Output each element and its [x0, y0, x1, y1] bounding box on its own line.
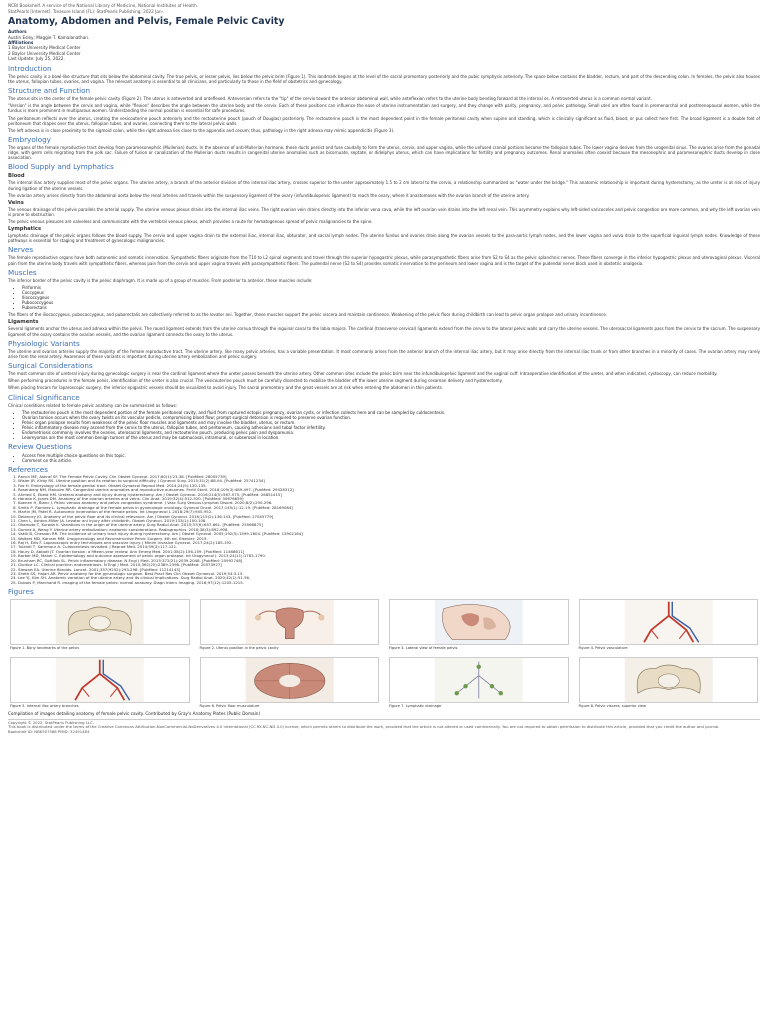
figure-item[interactable] [200, 657, 380, 708]
subsection-heading: Veins [8, 199, 24, 206]
reference-item[interactable]: 9. Martin JM, Patel R. Autonomic innervation of the female pelvis. Int Urogynecol J. 2018;29(7):945-952. [18, 510, 760, 514]
reference-item[interactable]: 25. Dubois P, Marchand R. Imaging of the female pelvis: normal anatomy. Diagn Interv Imaging. 2016;97(12):1205-1215. [18, 581, 760, 585]
list-item: • Coccygeus [22, 290, 760, 295]
reference-item[interactable]: 11. Chen L, Ashton-Miller JA. Levator ani injury after childbirth. Obstet Gynecol. 2019;133(1):100-108. [18, 519, 760, 523]
figure-caption: Figure 8. Pelvic viscera, superior view [578, 703, 647, 708]
paragraph: The pelvic venous plexuses are valveless and communicate with the vertebral venous plexus, which provides a route for hematogenous spread of pelvic malignancies to the spine. [8, 218, 373, 224]
affiliations-label: Affiliations [8, 40, 34, 45]
last-update: Last Update: July 25, 2022. [8, 56, 65, 62]
figure-item[interactable] [579, 657, 759, 708]
section-heading: Muscles [8, 267, 37, 277]
paragraph: When placing trocars for laparoscopic surgery, the inferior epigastric vessels should be visualized to avoid injury. The sacral promontory and the great vessels are at risk when entering the abdomen in thin patients. [8, 385, 443, 391]
figure-item[interactable] [10, 657, 190, 708]
reference-item[interactable]: 1. Ranch ME, Ashraf SF. The Female Pelvic Cavity. Clin Obstet Gynecol. 2017;60(1):23-38. [PubMed: 28005739] [18, 475, 760, 479]
article-title: Anatomy, Abdomen and Pelvis, Female Pelvic Cavity [8, 16, 285, 28]
paragraph: The inferior border of the pelvic cavity is the pelvic diaphragm. It is made up of a group of muscles. From posterior to anterior, these muscles include: [8, 277, 313, 283]
paragraph: The female reproductive organs have both autonomic and somatic innervation. Sympathetic fibers originate from the T10 to L2 spinal segments and travel through the superior hypogastric plexus, while parasympathetic fibers arise from S2 to S4 as the pelvic splanchnic nerves. These fibers converge in the inferior hypogastric plexus and uterovaginal plexus. Visceral pain from the uterine body travels with sympathetic fibers, whereas pain from the cervix and upper vagina travels with parasympathetic fibers. The pudendal nerve (S2 to S4) provides somatic innervation to the perineum and lower vagina and is the target of the pudendal nerve block used in obstetric analgesia. [8, 255, 760, 266]
list-item: • Pelvic organ prolapse results from weakness of the pelvic floor muscles and ligaments and may involve the bladder, uterus, or rectum. [22, 420, 760, 425]
section-muscles [8, 269, 760, 318]
figure-image[interactable] [200, 657, 380, 703]
article-body [8, 65, 760, 463]
reference-item[interactable]: 4. Rosenberg NM, Malcolm RR. Congenital uterine anomalies and reproductive outcomes. Fertil Steril. 2018;109(3):489-497. [PubMed: 29428312] [18, 488, 760, 492]
figure-item[interactable] [200, 599, 380, 650]
section-blood-supply-and-lymphatics [8, 163, 760, 243]
section-heading: Nerves [8, 245, 34, 255]
figure-image[interactable] [579, 599, 759, 645]
authors-block [8, 29, 760, 61]
section-heading: Embryology [8, 134, 51, 144]
paragraph: Lymphatic drainage of the pelvic organs follows the blood supply. The cervix and upper vagina drain to the external iliac, internal iliac, obturator, and sacral lymph nodes. The uterine fundus and ovaries drain along the ovarian vessels to the para-aortic lymph nodes, and the lower vagina and vulva drain to the superficial inguinal lymph nodes. Knowledge of these pathways is essential for staging and treatment of gynecologic malignancies. [8, 233, 760, 244]
figure-image[interactable] [579, 657, 759, 703]
section-heading: Ligaments [8, 319, 39, 326]
statpearls-line: StatPearls [Internet]. Treasure Island (FL): StatPearls Publishing; 2022 Jan-. [8, 8, 165, 14]
figure-caption: Figure 3. Lateral view of female pelvis [389, 646, 458, 651]
figure-illustration [390, 600, 568, 644]
figure-item[interactable] [579, 599, 759, 650]
reference-item[interactable]: 21. Giudice LC. Clinical practice: endometriosis. N Engl J Med. 2010;362(25):2389-2398. [PubMed: 20573927] [18, 563, 760, 567]
list-item: • Access free multiple choice questions on this topic. [22, 453, 760, 458]
paragraph: The left adnexa is in close proximity to the sigmoid colon, while the right adnexa lies close to the appendix and cecum; thus, pathology in the right adnexa may mimic appendicitis (Figure 3). [8, 127, 395, 133]
figure-caption: Figure 7. Lymphatic drainage [389, 703, 442, 708]
section-heading: Clinical Significance [8, 392, 80, 402]
reference-item[interactable]: 7. Koenen H, Blanc J. Pelvic venous anatomy and pelvic congestion syndrome. J Vasc Surg Venous Lymphat Disord. 2020;8(2):290-298. [18, 501, 760, 505]
paragraph: The most common site of ureteral injury during gynecologic surgery is near the cardinal ligament where the ureter passes beneath the uterine artery. Other common sites include the pelvic brim near the infundibulopelvic ligament and the vaginal cuff. Intraoperative identification of the ureter, and when indicated, cystoscopy, can reduce morbidity. [8, 371, 718, 377]
ncbi-line: NCBI Bookshelf. A service of the National Library of Medicine, National Institutes of Health. [8, 3, 199, 8]
figure-illustration [580, 658, 758, 702]
list-item: • Pubococcygeus [22, 300, 760, 305]
section-heading: Blood Supply and Lymphatics [8, 162, 114, 172]
page-footer [8, 719, 760, 735]
reference-item[interactable]: 6. Harada K, Jones DM. Anatomy of the ovarian arteries and veins. Clin Anat. 2019;32(4):512-520. [PubMed: 30676659] [18, 497, 760, 501]
reference-item[interactable]: 17. Tulandi T, Sammour A. Culdocentesis revisited. J Reprod Med. 2014;59(3):117-121. [18, 545, 760, 549]
copyright-line: Copyright © 2022, StatPearls Publishing LLC. [8, 719, 94, 725]
references-list [18, 475, 760, 585]
reference-item[interactable]: 15. Walters MD, Karram MM. Urogynecology and Reconstructive Pelvic Surgery. 4th ed. Elsevier; 2015. [18, 537, 760, 541]
subsection-heading: Lymphatics [8, 226, 42, 233]
section-heading: Review Questions [8, 442, 72, 452]
references-heading: References [8, 464, 48, 474]
figure-item[interactable] [389, 657, 569, 708]
license-line: This book is distributed under the terms of the Creative Commons Attribution-NonCommercial-NoDerivatives 4.0 International (CC BY-NC-ND 4.0) license, which permits others to distribute the work, provided that the article is not altered or used commercially. You are not required to obtain permission to distribute this article, provided that you credit the author and journal. [8, 724, 720, 730]
reference-item[interactable]: 14. Vakili B, Chesson RR. The incidence of urinary tract injury during hysterectomy. Am J Obstet Gynecol. 2005;192(5):1599-1604. [PubMed: 15902164] [18, 532, 760, 536]
paragraph: The peritoneum reflects over the uterus, creating the vesicouterine pouch anteriorly and the rectouterine pouch (pouch of Douglas) posteriorly. The rectouterine pouch is the most dependent point in the female peritoneal cavity when supine and standing, which is clinically significant as fluid, blood, or pus collect here first. The broad ligament is a double fold of peritoneum that drapes over the uterus, fallopian tubes, and ovaries, connecting them to the lateral pelvic walls. [8, 115, 760, 126]
reference-item[interactable]: 16. Raj H, Ellis F. Laparoscopic entry techniques and vascular injury. J Minim Invasive Gynecol. 2017;24(2):185-192. [18, 541, 760, 545]
figure-caption: Figure 4. Pelvic vasculature [578, 646, 628, 651]
bookshelf-id: Bookshelf ID: NBK557568 PMID: 32491484 [8, 728, 90, 734]
paragraph: The internal iliac artery supplies most of the pelvic organs. The uterine artery, a branch of the anterior division of the internal iliac artery, crosses superior to the ureter approximately 1.5 to 2 cm lateral to the cervix, a relationship summarized as "water under the bridge." This anatomic relationship is important during hysterectomy, as the ureter is at risk of injury during ligation of the uterine vessels. [8, 180, 760, 191]
section-review-questions [8, 443, 760, 462]
paragraph: "Version" is the angle between the cervix and vagina, while "flexion" describes the angle between the uterine body and the cervix. Each of these positions can influence the ease of uterine instrumentation and surgery, and they change with parity, pregnancy, and pelvic pathology. Small uteri are often found in premenarchal and postmenopausal women, while the fundus is more prominent in multiparous women. Understanding the normal position is essential for safe procedures. [8, 103, 760, 114]
figure-caption: Figure 6. Pelvic floor musculature [199, 703, 260, 708]
reference-item[interactable]: 5. Ahmed S, Ebeid HM. Ureteral anatomy and injury during hysterectomy. Am J Obstet Gynecol. 2016;214(5):567-575. [PubMed: 26851415] [18, 493, 760, 497]
paragraph: The uterine and ovarian arteries supply the majority of the female reproductive tract. The uterine artery, like many pelvic arteries, has a variable presentation. It most commonly arises from the anterior branch of the internal iliac artery, but it may arise directly from the internal iliac trunk or from other branches in a minority of cases. The ovarian artery may rarely arise from the renal artery. Awareness of these variants is important during uterine artery embolization and pelvic surgery. [8, 348, 760, 359]
list-item: • The rectouterine pouch is the most dependent portion of the female peritoneal cavity, and fluid from ruptured ectopic pregnancy, ovarian cysts, or infection collects here and can be sampled by culdocentesis. [22, 410, 760, 415]
list-item: • Endometriosis commonly involves the ovaries, uterosacral ligaments, and rectouterine pouch, producing pelvic pain and dyspareunia. [22, 430, 760, 435]
figure-image[interactable] [10, 599, 190, 645]
paragraph: The uterus sits in the center of the female pelvic cavity (Figure 2). The uterus is anteverted and anteflexed. Anteversion refers to the "tip" of the cervix toward the anterior abdominal wall, while anteflexion refers to the uterine body bending forward at the internal os. A retroverted uterus is a common normal variant. [8, 96, 652, 102]
figure-illustration [11, 658, 189, 702]
reference-item[interactable]: 13. Gomez A, Wang Y. Uterine artery embolization: anatomic considerations. Radiographics. 2018;38(3):892-908. [18, 528, 760, 532]
figures-heading: Figures [8, 587, 34, 597]
affiliation-2: 2 Baylor University Medical Center [8, 50, 81, 56]
bullet-list [22, 410, 760, 441]
figure-caption: Figure 1. Bony landmarks of the pelvis [10, 646, 80, 651]
paragraph: The fibers of the iliococcygeus, pubococcygeus, and puborectalis are collectively referred to as the levator ani. Together, these muscles support the pelvic viscera and maintain continence. Weakening of the pelvic floor during childbirth can lead to pelvic organ prolapse and urinary incontinence. [8, 312, 608, 318]
reference-item[interactable]: 19. Barber MD, Maher C. Epidemiology and outcome assessment of pelvic organ prolapse. Int Urogynecol J. 2013;24(11):1783-1790. [18, 554, 760, 558]
list-item: • Iliococcygeus [22, 295, 760, 300]
reference-item[interactable]: 8. Smith P, Ramirez L. Lymphatic drainage of the female pelvis in gynecologic oncology. Gynecol Oncol. 2017;145(1):12-19. [PubMed: 28169084] [18, 506, 760, 510]
composite-caption: Compilation of images detailing anatomy of female pelvic cavity. Contributed by Gray's Anatomy Plates (Public Domain) [8, 710, 261, 716]
bullet-list [22, 285, 760, 310]
section-introduction [8, 65, 760, 84]
paragraph: Several ligaments anchor the uterus and adnexa within the pelvis. The round ligament extends from the uterine cornua through the inguinal canal to the labia majora. The cardinal (transverse cervical) ligaments extend from the cervix to the lateral pelvic walls and carry the uterine vessels. The uterosacral ligaments pass from the cervix to the sacrum. The suspensory ligament of the ovary contains the ovarian vessels, and the ovarian ligament connects the ovary to the uterus. [8, 326, 760, 337]
section-clinical-significance [8, 394, 760, 441]
paragraph: When performing procedures in the female pelvis, identification of the ureter is also crucial. The vesicouterine pouch must be carefully dissected to mobilize the bladder off the lower uterine segment during cesarean delivery and hysterectomy. [8, 378, 503, 384]
affiliation-1: 1 Baylor University Medical Center [8, 45, 81, 51]
section-physiologic-variants [8, 340, 760, 359]
figure-illustration [201, 658, 379, 702]
authors-link[interactable]: Austin Esley; Maggie T. Kamalanathan. [8, 34, 90, 40]
paragraph: The organs of the female reproductive tract develop from paramesonephric (Mullerian) ducts. In the absence of anti-Mullerian hormone, these ducts persist and fuse caudally to form the uterus, cervix, and upper vagina, while the unfused cranial portions become the fallopian tubes. The lower vagina derives from the urogenital sinus. The ovaries arise from the gonadal ridge, with germ cells migrating from the yolk sac. Failure of fusion or canalization of the Mullerian ducts results in congenital uterine anomalies such as bicornuate, septate, or didelphys uterus, which can have implications for fertility and pregnancy outcomes. Renal anomalies often coexist because the mesonephric and paramesonephric ducts develop in close association. [8, 144, 760, 161]
reference-item[interactable]: 22. Stewart EA. Uterine fibroids. Lancet. 2001;357(9252):293-298. [PubMed: 11214143] [18, 568, 760, 572]
figure-image[interactable] [389, 599, 569, 645]
reference-item[interactable]: 10. Delancey JO. Anatomy of the pelvic floor and its clinical relevance. Am J Obstet Gynecol. 2016;215(2):136-143. [PubMed: 27045779] [18, 515, 760, 519]
figure-illustration [201, 600, 379, 644]
reference-item[interactable]: 3. Fox H. Embryology of the female genital tract. Obstet Gynaecol Reprod Med. 2014;24(5):130-135. [18, 484, 760, 488]
bullet-list [22, 453, 760, 463]
figure-image[interactable] [10, 657, 190, 703]
reference-item[interactable]: 12. Okamoto T, Kuroda K. Variations in the origin of the uterine artery. Surg Radiol Anat. 2015;37(6):657-661. [PubMed: 25566875] [18, 523, 760, 527]
section-structure-and-function [8, 87, 760, 133]
list-item: • Leiomyomas are the most common benign tumors of the uterus and may be submucosal, intramural, or subserosal in location. [22, 435, 760, 440]
reference-item[interactable]: 18. Houry D, Abbott JT. Ovarian torsion: a fifteen-year review. Ann Emerg Med. 2001;38(2):156-159. [PubMed: 11468611] [18, 550, 760, 554]
figure-illustration [580, 600, 758, 644]
list-item: • Comment on this article. [22, 458, 760, 463]
article-page [8, 0, 760, 1024]
section-heading: Surgical Considerations [8, 361, 93, 371]
reference-item[interactable]: 2. Wisler JR, Kirby RS. Uterine position and its relation to surgical difficulty. J Gynecol Surg. 2015;31(2):88-94. [PubMed: 25741234] [18, 479, 760, 483]
figure-caption: Figure 5. Internal iliac artery branches [10, 703, 79, 708]
reference-item[interactable]: 23. Sheth SS, Hajari AR. Pelvic anatomy for the gynecologic surgeon. Best Pract Res Clin Obstet Gynaecol. 2019;54:3-15. [18, 572, 760, 576]
paragraph: The pelvic cavity is a bowl-like structure that sits below the abdominal cavity. The true pelvis, or lesser pelvis, lies below the pelvic brim (Figure 1). This landmark begins at the level of the sacral promontory posteriorly and the pubic symphysis anteriorly. The space below contains the bladder, rectum, and part of the descending colon. In females, the pelvis also houses the uterus, fallopian tubes, ovaries, and vagina. The relevant anatomy is essential to all clinicians, and particularly to those in the field of obstetrics and gynecology. [8, 73, 760, 84]
figure-image[interactable] [389, 657, 569, 703]
section-ligaments [8, 319, 760, 336]
figure-image[interactable] [200, 599, 380, 645]
figure-illustration [390, 658, 568, 702]
list-item: • Pelvic inflammatory disease may ascend from the cervix to the uterus, fallopian tubes, and peritoneum, causing adhesions and tubal factor infertility. [22, 425, 760, 430]
section-heading: Physiologic Variants [8, 338, 80, 348]
section-nerves [8, 246, 760, 265]
reference-item[interactable]: 24. Lee YJ, Kim SH. Anatomic variation of the uterine artery and its clinical implications. Surg Radiol Anat. 2020;42(1):51-56. [18, 576, 760, 580]
list-item: • Puborectalis [22, 305, 760, 310]
list-item: • Piriformis [22, 285, 760, 290]
ncbi-header [8, 0, 760, 14]
list-item: • Ovarian torsion occurs when the ovary twists on its vascular pedicle, compromising blood flow; prompt surgical detorsion is required to preserve ovarian function. [22, 415, 760, 420]
paragraph: The ovarian artery arises directly from the abdominal aorta below the renal arteries and travels within the suspensory ligament of the ovary (infundibulopelvic ligament) to reach the ovary, where it anastomoses with the ovarian branch of the uterine artery. [8, 192, 530, 198]
paragraph: Clinical conditions related to female pelvic anatomy can be summarized as follows: [8, 402, 178, 408]
figure-item[interactable] [389, 599, 569, 650]
section-surgical-considerations [8, 362, 760, 390]
figure-caption: Figure 2. Uterus position in the pelvic cavity [199, 646, 279, 651]
section-heading: Introduction [8, 63, 52, 73]
section-heading: Structure and Function [8, 86, 91, 96]
authors-label: Authors [8, 29, 27, 35]
figure-illustration [11, 600, 189, 644]
reference-item[interactable]: 20. Brunham RC, Gottlieb SL. Pelvic inflammatory disease. N Engl J Med. 2015;372(21):2039-2048. [PubMed: 25992748] [18, 559, 760, 563]
figure-item[interactable] [10, 599, 190, 650]
section-embryology [8, 136, 760, 160]
paragraph: The venous drainage of the pelvis parallels the arterial supply. The uterine venous plexus drains into the internal iliac veins. The right ovarian vein drains directly into the inferior vena cava, while the left ovarian vein drains into the left renal vein. This asymmetry explains why left-sided varicoceles and pelvic congestion are more common, and why the left ovarian vein is prone to obstruction. [8, 206, 760, 217]
figures-grid [10, 599, 758, 707]
subsection-heading: Blood [8, 173, 25, 180]
